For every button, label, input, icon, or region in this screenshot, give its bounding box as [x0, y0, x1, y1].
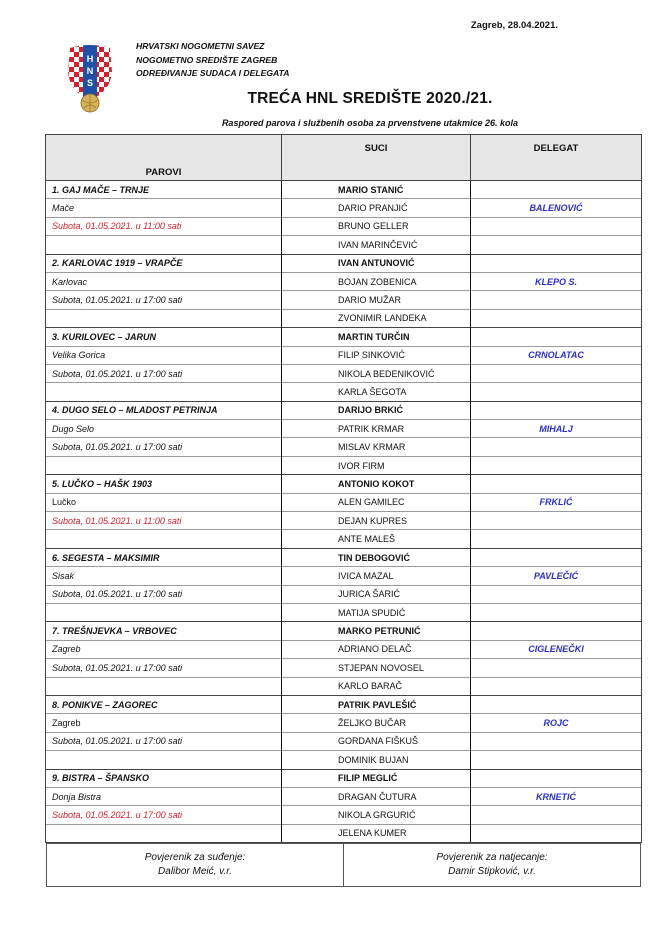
- match-delegate: FRKLIĆ: [471, 493, 642, 511]
- assistant-referee: BRUNO GELLER: [282, 217, 471, 235]
- empty-cell: [46, 309, 282, 327]
- empty-cell: [471, 217, 642, 235]
- match-row: [46, 383, 642, 401]
- match-row: [46, 346, 642, 364]
- empty-cell: [471, 769, 642, 787]
- assistant-referee: IVICA MAZAL: [282, 567, 471, 585]
- match-time: Subota, 01.05.2021. u 17:00 sati: [46, 732, 282, 750]
- schedule-body: [46, 181, 642, 843]
- assistant-referee: GORDANA FIŠKUŠ: [282, 732, 471, 750]
- svg-text:H: H: [86, 54, 94, 64]
- match-delegate: MIHALJ: [471, 420, 642, 438]
- assistant-referee: ZVONIMIR LANDEKA: [282, 309, 471, 327]
- assistant-referee: STJEPAN NOVOSEL: [282, 659, 471, 677]
- column-header-suci: SUCI: [282, 135, 471, 181]
- empty-cell: [471, 291, 642, 309]
- empty-cell: [471, 695, 642, 713]
- match-venue: Zagreb: [46, 640, 282, 658]
- main-referee: MARKO PETRUNIĆ: [282, 622, 471, 640]
- match-time: Subota, 01.05.2021. u 17:00 sati: [46, 659, 282, 677]
- empty-cell: [471, 677, 642, 695]
- match-pair: 1. GAJ MAČE – TRNJE: [46, 181, 282, 199]
- match-venue: Mače: [46, 199, 282, 217]
- match-venue: Velika Gorica: [46, 346, 282, 364]
- document-date: Zagreb, 28.04.2021.: [470, 20, 558, 31]
- match-time: Subota, 01.05.2021. u 17:00 sati: [46, 585, 282, 603]
- match-row: [46, 567, 642, 585]
- assistant-referee: JURICA ŠARIĆ: [282, 585, 471, 603]
- match-row: [46, 512, 642, 530]
- empty-cell: [46, 383, 282, 401]
- match-row: [46, 236, 642, 254]
- main-referee: MARTIN TURČIN: [282, 328, 471, 346]
- match-pair: 2. KARLOVAC 1919 – VRAPČE: [46, 254, 282, 272]
- empty-cell: [471, 456, 642, 474]
- match-row: [46, 751, 642, 769]
- empty-cell: [471, 806, 642, 824]
- empty-cell: [46, 236, 282, 254]
- assistant-referee: ŽELJKO BUČAR: [282, 714, 471, 732]
- match-row-pair: [46, 622, 642, 640]
- empty-cell: [471, 309, 642, 327]
- assistant-referee: NIKOLA BEDENIKOVIĆ: [282, 364, 471, 382]
- match-venue: Lučko: [46, 493, 282, 511]
- empty-cell: [471, 548, 642, 566]
- match-row-pair: [46, 254, 642, 272]
- empty-cell: [46, 603, 282, 621]
- empty-cell: [471, 732, 642, 750]
- main-referee: TIN DEBOGOVIĆ: [282, 548, 471, 566]
- svg-text:S: S: [86, 78, 94, 88]
- assistant-referee: DEJAN KUPRES: [282, 512, 471, 530]
- document-title: TREĆA HNL SREDIŠTE 2020./21.: [247, 90, 493, 107]
- match-delegate: ROJC: [471, 714, 642, 732]
- match-row: [46, 677, 642, 695]
- match-pair: 3. KURILOVEC – JARUN: [46, 328, 282, 346]
- signature-competition-commissioner: [344, 844, 641, 887]
- assistant-referee: PATRIK KRMAR: [282, 420, 471, 438]
- match-row-pair: [46, 769, 642, 787]
- empty-cell: [471, 622, 642, 640]
- signature-name: Damir Stipković, v.r.: [448, 866, 536, 877]
- signature-name: Dalibor Meić, v.r.: [158, 866, 232, 877]
- match-pair: 7. TREŠNJEVKA – VRBOVEC: [46, 622, 282, 640]
- match-time: Subota, 01.05.2021. u 17:00 sati: [46, 438, 282, 456]
- empty-cell: [471, 328, 642, 346]
- match-delegate: KLEPO S.: [471, 272, 642, 290]
- assistant-referee: ANTE MALEŠ: [282, 530, 471, 548]
- assistant-referee: ALEN GAMILEC: [282, 493, 471, 511]
- column-header-delegat: DELEGAT: [471, 135, 642, 181]
- assistant-referee: KARLO BARAČ: [282, 677, 471, 695]
- match-row: [46, 199, 642, 217]
- assistant-referee: DRAGAN ČUTURA: [282, 787, 471, 805]
- match-pair: 8. PONIKVE – ZAGOREC: [46, 695, 282, 713]
- empty-cell: [471, 236, 642, 254]
- empty-cell: [471, 824, 642, 842]
- assistant-referee: MISLAV KRMAR: [282, 438, 471, 456]
- match-pair: 6. SEGESTA – MAKSIMIR: [46, 548, 282, 566]
- match-row: [46, 787, 642, 805]
- org-line: HRVATSKI NOGOMETNI SAVEZ: [136, 41, 265, 51]
- main-referee: PATRIK PAVLEŠIĆ: [282, 695, 471, 713]
- match-row: [46, 714, 642, 732]
- column-header-parovi: PAROVI: [46, 135, 282, 181]
- match-venue: Karlovac: [46, 272, 282, 290]
- assistant-referee: ADRIANO DELAČ: [282, 640, 471, 658]
- empty-cell: [471, 475, 642, 493]
- signature-referee-commissioner: [47, 844, 344, 887]
- match-row: [46, 493, 642, 511]
- match-delegate: KRNETIĆ: [471, 787, 642, 805]
- match-row: [46, 309, 642, 327]
- empty-cell: [471, 383, 642, 401]
- empty-cell: [471, 751, 642, 769]
- main-referee: DARIJO BRKIĆ: [282, 401, 471, 419]
- match-row: [46, 272, 642, 290]
- assistant-referee: IVAN MARINČEVIĆ: [282, 236, 471, 254]
- match-venue: Donja Bistra: [46, 787, 282, 805]
- empty-cell: [46, 456, 282, 474]
- assistant-referee: DOMINIK BUJAN: [282, 751, 471, 769]
- schedule-table: [45, 134, 642, 843]
- assistant-referee: JELENA KUMER: [282, 824, 471, 842]
- match-time: Subota, 01.05.2021. u 17:00 sati: [46, 364, 282, 382]
- signature-block: [46, 843, 641, 887]
- match-row: [46, 291, 642, 309]
- assistant-referee: DARIO MUŽAR: [282, 291, 471, 309]
- empty-cell: [46, 530, 282, 548]
- main-referee: ANTONIO KOKOT: [282, 475, 471, 493]
- match-row: [46, 824, 642, 842]
- match-row-pair: [46, 695, 642, 713]
- match-row: [46, 806, 642, 824]
- match-row-pair: [46, 181, 642, 199]
- main-referee: IVAN ANTUNOVIĆ: [282, 254, 471, 272]
- match-row: [46, 530, 642, 548]
- empty-cell: [471, 585, 642, 603]
- match-row: [46, 438, 642, 456]
- signature-role: Povjerenik za natjecanje:: [436, 852, 548, 863]
- svg-text:N: N: [86, 66, 94, 76]
- empty-cell: [471, 438, 642, 456]
- assistant-referee: IVOR FIRM: [282, 456, 471, 474]
- assistant-referee: KARLA ŠEGOTA: [282, 383, 471, 401]
- match-row: [46, 217, 642, 235]
- match-delegate: BALENOVIĆ: [471, 199, 642, 217]
- empty-cell: [471, 401, 642, 419]
- match-row-pair: [46, 475, 642, 493]
- org-line: NOGOMETNO SREDIŠTE ZAGREB: [136, 54, 278, 65]
- match-row: [46, 585, 642, 603]
- empty-cell: [46, 824, 282, 842]
- assistant-referee: FILIP SINKOVIĆ: [282, 346, 471, 364]
- match-time: Subota, 01.05.2021. u 17:00 sati: [46, 806, 282, 824]
- match-venue: Dugo Selo: [46, 420, 282, 438]
- match-time: Subota, 01.05.2021. u 11:00 sati: [46, 512, 282, 530]
- empty-cell: [471, 364, 642, 382]
- match-row-pair: [46, 401, 642, 419]
- empty-cell: [471, 603, 642, 621]
- match-row-pair: [46, 328, 642, 346]
- empty-cell: [471, 181, 642, 199]
- match-delegate: PAVLEČIĆ: [471, 567, 642, 585]
- match-row: [46, 420, 642, 438]
- empty-cell: [46, 677, 282, 695]
- match-row: [46, 659, 642, 677]
- match-delegate: CRNOLATAC: [471, 346, 642, 364]
- empty-cell: [471, 659, 642, 677]
- match-pair: 9. BISTRA – ŠPANSKO: [46, 769, 282, 787]
- match-row: [46, 732, 642, 750]
- match-time: Subota, 01.05.2021. u 11:00 sati: [46, 217, 282, 235]
- match-row: [46, 603, 642, 621]
- assistant-referee: NIKOLA GRGURIĆ: [282, 806, 471, 824]
- org-line: ODREĐIVANJE SUDACA I DELEGATA: [136, 68, 290, 78]
- match-pair: 5. LUČKO – HAŠK 1903: [46, 475, 282, 493]
- assistant-referee: BOJAN ZOBENICA: [282, 272, 471, 290]
- match-time: Subota, 01.05.2021. u 17:00 sati: [46, 291, 282, 309]
- table-header-row: [46, 135, 642, 181]
- match-row: [46, 364, 642, 382]
- document-subtitle: Raspored parova i službenih osoba za prvenstvene utakmice 26. kola: [221, 118, 519, 128]
- signature-role: Povjerenik za suđenje:: [144, 852, 246, 863]
- match-row: [46, 456, 642, 474]
- match-venue: Zagreb: [46, 714, 282, 732]
- empty-cell: [471, 254, 642, 272]
- match-venue: Sisak: [46, 567, 282, 585]
- empty-cell: [46, 751, 282, 769]
- match-delegate: CIGLENEČKI: [471, 640, 642, 658]
- match-row-pair: [46, 548, 642, 566]
- main-referee: FILIP MEGLIĆ: [282, 769, 471, 787]
- assistant-referee: DARIO PRANJIĆ: [282, 199, 471, 217]
- match-pair: 4. DUGO SELO – MLADOST PETRINJA: [46, 401, 282, 419]
- match-row: [46, 640, 642, 658]
- main-referee: MARIO STANIĆ: [282, 181, 471, 199]
- organization-block: [136, 40, 289, 81]
- empty-cell: [471, 530, 642, 548]
- assistant-referee: MATIJA SPUDIĆ: [282, 603, 471, 621]
- empty-cell: [471, 512, 642, 530]
